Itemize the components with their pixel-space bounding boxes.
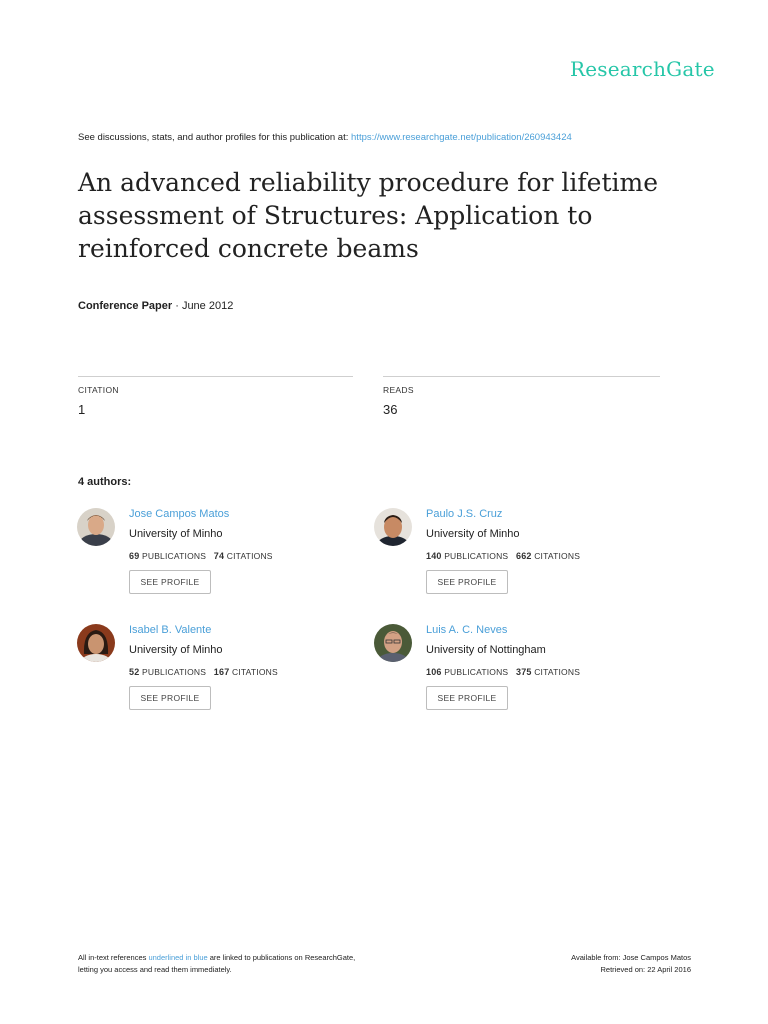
citation-count: 1 [78,402,86,417]
author-avatar[interactable] [374,508,412,546]
available-from: Available from: Jose Campos Matos [571,953,691,962]
author-institution: University of Minho [129,644,223,656]
intro-text: See discussions, stats, and author profiles for this publication at: [78,132,352,143]
author-name[interactable]: Isabel B. Valente [129,624,212,636]
intro-line [78,132,572,143]
see-profile-button[interactable]: SEE PROFILE [426,686,508,710]
citations-label: CITATIONS [534,551,581,561]
author-name[interactable]: Jose Campos Matos [129,508,230,520]
paper-type: Conference Paper [78,300,173,312]
footer-note [78,952,418,976]
publications-label: PUBLICATIONS [141,667,207,677]
author-avatar[interactable] [374,624,412,662]
retrieved-on: Retrieved on: 22 April 2016 [600,965,691,974]
author-institution: University of Minho [426,528,520,540]
publication-count: 69 [129,551,140,561]
reads-divider [383,376,660,377]
publications-label: PUBLICATIONS [444,551,509,561]
footer-note-text: are linked to publications on ResearchGate, [207,953,356,962]
citation-divider [78,376,353,377]
footer-highlight: underlined in blue [148,953,208,962]
publication-count: 106 [426,667,442,677]
footer-note-line2: letting you access and read them immediately. [78,965,232,974]
author-card [77,624,367,724]
meta-separator: · [172,300,182,312]
author-institution: University of Nottingham [426,644,546,656]
author-stats [129,551,273,561]
author-avatar[interactable] [77,508,115,546]
publications-label: PUBLICATIONS [444,667,509,677]
citation-count: 662 [516,551,532,561]
author-avatar[interactable] [77,624,115,662]
author-name[interactable]: Luis A. C. Neves [426,624,508,636]
citations-label: CITATIONS [231,667,278,677]
citations-label: CITATIONS [534,667,581,677]
publications-label: PUBLICATIONS [141,551,207,561]
author-name[interactable]: Paulo J.S. Cruz [426,508,503,520]
citation-count: 375 [516,667,532,677]
author-stats [129,667,278,677]
authors-heading: 4 authors: [78,476,132,488]
publication-count: 52 [129,667,140,677]
citations-label: CITATIONS [226,551,273,561]
citation-label: CITATION [78,385,119,395]
author-stats [426,667,580,677]
see-profile-button[interactable]: SEE PROFILE [426,570,508,594]
reads-count: 36 [383,402,398,417]
paper-date: June 2012 [181,300,234,312]
footer-note-text: All in-text references [78,953,149,962]
author-institution: University of Minho [129,528,223,540]
see-profile-button[interactable]: SEE PROFILE [129,686,211,710]
paper-title: An advanced reliability procedure for lifetime assessment of Structures: Application to reinforced concrete beams [78,168,659,263]
citation-count: 167 [213,667,230,677]
paper-meta [78,300,233,312]
footer-note-line1 [78,952,418,964]
author-card [77,508,367,608]
citation-count: 74 [213,551,225,561]
researchgate-logo[interactable]: ResearchGate [570,57,715,81]
author-card [374,624,664,724]
publication-count: 140 [426,551,442,561]
author-stats [426,551,580,561]
reads-label: READS [383,385,414,395]
publication-link[interactable]: https://www.researchgate.net/publication/260943424 [351,132,572,143]
see-profile-button[interactable]: SEE PROFILE [129,570,211,594]
footer-availability [480,952,691,976]
author-card [374,508,664,608]
